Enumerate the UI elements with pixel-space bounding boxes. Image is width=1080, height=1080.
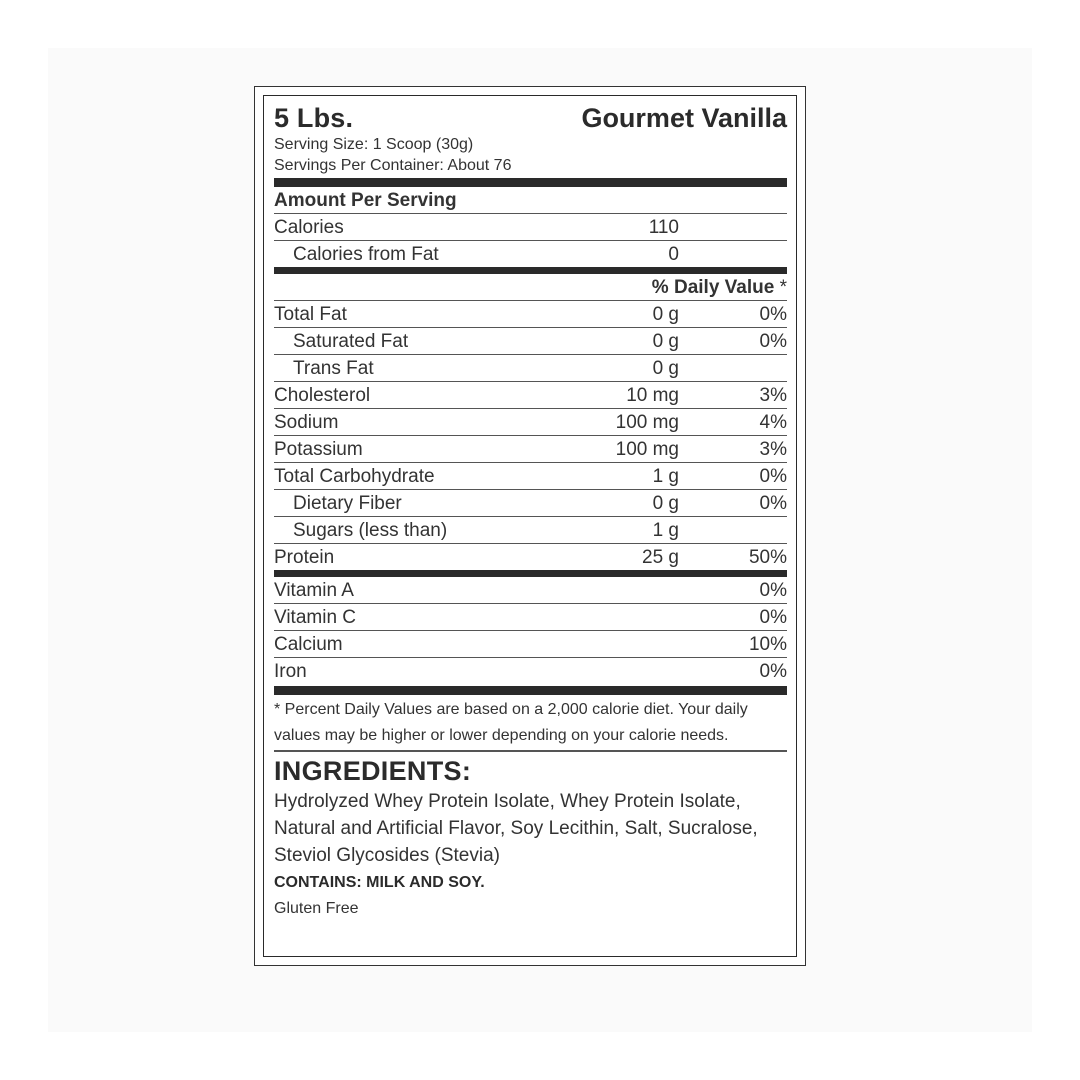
nutrient-amount: 0 g [652, 358, 679, 379]
vitamin-daily-value: 0% [759, 580, 787, 601]
label-header [274, 96, 787, 134]
vitamin-row-calcium [274, 631, 787, 658]
nutrient-row-sodium [274, 409, 787, 436]
vitamin-name: Vitamin C [274, 607, 357, 628]
thin-divider [274, 750, 787, 752]
serving-size: Serving Size: 1 Scoop (30g) [274, 136, 474, 153]
nutrient-name: Saturated Fat [293, 331, 409, 352]
vitamin-daily-value: 0% [759, 661, 787, 682]
flavor-name: Gourmet Vanilla [581, 103, 787, 133]
calories-row [274, 214, 787, 241]
nutrient-amount: 1 g [652, 466, 679, 487]
nutrient-amount: 25 g [642, 547, 679, 568]
nutrient-row-protein [274, 544, 787, 570]
nutrient-daily-value: 0% [759, 331, 787, 352]
vitamin-row-a [274, 577, 787, 604]
servings-per-container: Servings Per Container: About 76 [274, 157, 512, 174]
vitamin-daily-value: 10% [748, 634, 787, 655]
calories-from-fat-row [274, 241, 787, 267]
nutrient-amount: 100 mg [615, 412, 679, 433]
nutrient-daily-value: 0% [759, 493, 787, 514]
nutrient-name: Potassium [274, 439, 363, 460]
nutrient-name: Total Carbohydrate [274, 466, 435, 487]
nutrient-amount: 0 g [652, 304, 679, 325]
daily-value-header-text: % Daily Value [651, 277, 775, 298]
nutrient-name: Sugars (less than) [293, 520, 448, 541]
allergen-statement: CONTAINS: MILK AND SOY. [274, 873, 485, 891]
nutrient-daily-value: 3% [759, 385, 787, 406]
nutrient-daily-value: 0% [759, 466, 787, 487]
calories-value: 110 [648, 217, 679, 238]
amount-per-serving-row [274, 187, 787, 214]
vitamin-daily-value: 0% [759, 607, 787, 628]
vitamin-name: Calcium [274, 634, 343, 655]
nutrient-daily-value: 4% [759, 412, 787, 433]
calories-from-fat-label: Calories from Fat [293, 244, 439, 265]
nutrient-row-potassium [274, 436, 787, 463]
nutrient-name: Sodium [274, 412, 339, 433]
vitamin-row-iron [274, 658, 787, 684]
nutrient-row-dietary-fiber [274, 490, 787, 517]
nutrient-row-saturated-fat [274, 328, 787, 355]
ingredients-title: INGREDIENTS: [274, 755, 472, 786]
nutrient-daily-value: 3% [759, 439, 787, 460]
nutrient-amount: 100 mg [615, 439, 679, 460]
ingredients-text: Hydrolyzed Whey Protein Isolate, Whey Protein Isolate, Natural and Artificial Flavor, Soy Lecithin, Salt, Sucralose, Steviol Glycosides (Stevia) [274, 790, 758, 866]
nutrition-label [254, 86, 806, 966]
daily-value-footnote: * Percent Daily Values are based on a 2,000 calorie diet. Your daily values may be higher or lower depending on your calorie needs. [274, 701, 748, 744]
nutrient-name: Total Fat [274, 304, 347, 325]
vitamin-name: Iron [274, 661, 307, 682]
nutrient-amount: 0 g [652, 493, 679, 514]
vitamin-row-c [274, 604, 787, 631]
nutrient-name: Protein [274, 547, 335, 568]
nutrient-row-total-carbohydrate [274, 463, 787, 490]
thick-divider [274, 686, 787, 695]
nutrient-row-cholesterol [274, 382, 787, 409]
gluten-free-note: Gluten Free [274, 899, 359, 917]
nutrient-daily-value: 0% [759, 304, 787, 325]
amount-per-serving-label: Amount Per Serving [274, 190, 457, 211]
container-size: 5 Lbs. [274, 103, 354, 133]
thick-divider [274, 570, 787, 577]
daily-value-header-row [274, 274, 787, 301]
thick-divider [274, 267, 787, 274]
nutrient-amount: 10 mg [626, 385, 679, 406]
thick-divider [274, 178, 787, 187]
daily-value-star: * [779, 277, 787, 298]
nutrient-name: Trans Fat [293, 358, 374, 379]
nutrient-row-total-fat [274, 301, 787, 328]
nutrient-amount: 1 g [652, 520, 679, 541]
nutrient-amount: 0 g [652, 331, 679, 352]
nutrient-row-sugars [274, 517, 787, 544]
calories-label: Calories [274, 217, 344, 238]
nutrient-name: Dietary Fiber [293, 493, 402, 514]
nutrition-label-inner [263, 95, 797, 957]
nutrient-daily-value: 50% [748, 547, 787, 568]
nutrient-name: Cholesterol [274, 385, 371, 406]
calories-from-fat-value: 0 [668, 244, 679, 265]
nutrient-row-trans-fat [274, 355, 787, 382]
daily-value-header [652, 274, 787, 301]
vitamin-name: Vitamin A [274, 580, 354, 601]
